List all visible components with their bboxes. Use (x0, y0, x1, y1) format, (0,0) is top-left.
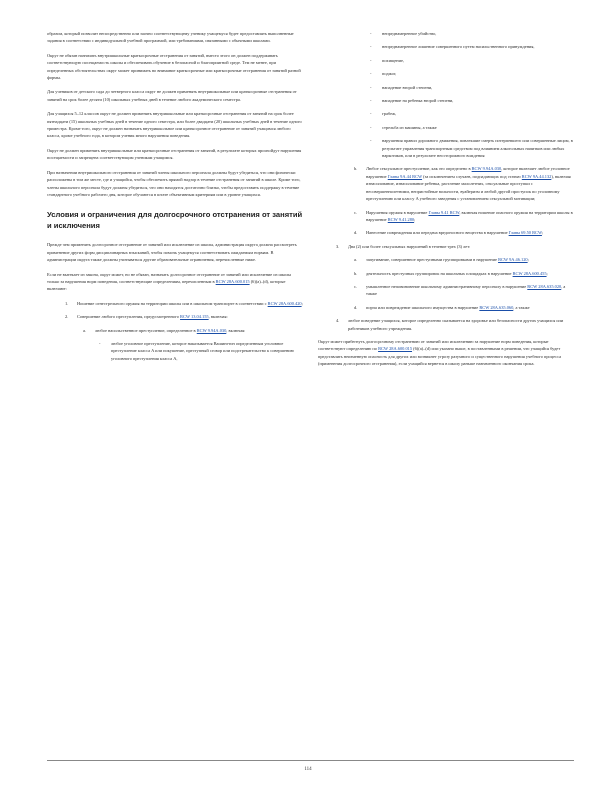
list-item-text (366, 304, 574, 311)
list-item (318, 209, 574, 224)
list-item (318, 110, 574, 117)
paragraph: образом, который позволит непосредственно или заочно соответствующему ученику учащемуся будет предоставлять выполненные задания в соответствии с индивидуальной учебной программой, или требованиями, связанными с обычными школами. (47, 31, 294, 44)
page-number: 114 (304, 767, 312, 772)
list-item (318, 70, 574, 77)
rcw-link[interactable]: RCW 28A.635.020 (527, 283, 562, 289)
list-item-text: нарушения правил дорожного движения, повлекшие смерть потерпевшего или совершенные лицом, в результате управления транспортным средством под влиянием алкогольных напитков или любых наркотиков, или в результате неосторожного вождения (382, 138, 573, 159)
rcw-link[interactable]: Главы 69.50 RCW (508, 230, 542, 236)
rcw-link[interactable]: RCW 28A.600.420 (267, 300, 302, 306)
paragraph (47, 169, 303, 199)
paragraph-text: При назначении внутришкольного отстранения от занятий члены школьного персонала должны будут убедиться, что они физически расположены в том же месте, где и учащийся, чтобы обеспечить прямой надзор в течение отстранения от занятий в школе. Кроме того, члены школьного персонала будут должны убедиться, что они находятся достаточно близко, чтобы предоставить поддержку в течение стандартного учебного рабочего дня, которое обучаются в штате (47, 169, 301, 197)
list-item-text (366, 165, 574, 202)
list-item-text (366, 229, 574, 236)
item-text: Нанесение повреждения или передача вредоносного вещества в нарушение (366, 230, 508, 236)
dash-marker: - (370, 44, 372, 50)
list-item-text: стрельба из машины, а также (382, 124, 437, 130)
item-tail: , включая: (226, 327, 246, 333)
list-item (318, 283, 574, 298)
list-item (318, 165, 574, 202)
list-item-text (77, 313, 303, 320)
list-item (318, 97, 574, 104)
list-item-text (77, 300, 303, 307)
list-marker: c. (354, 209, 358, 215)
item-tail: ; (541, 230, 544, 236)
item-text: , которое включает любое уголовное нарушение (366, 166, 570, 179)
list-marker: 3. (336, 243, 340, 249)
dash-marker: - (370, 31, 372, 36)
paragraph-text: (6)(a)–(d) или указано выше, в поставленными в решении, что учащийся будет представлять неизменную опасность для других или возникнет угрозу разумного и существенного нарушения учебного процесса (применения долгосрочного отстранения), если учащийся вернется в школу раньше назначенного окончания срока. (318, 346, 562, 367)
list-item (318, 43, 574, 50)
list-item (47, 300, 303, 307)
item-tail: ; (527, 257, 529, 263)
list-item (47, 340, 303, 362)
list-item-text: нападение на ребенка второй степени, (382, 98, 454, 104)
list-item-text: грабеж, (382, 111, 397, 117)
list-marker: b. (354, 270, 358, 276)
rcw-link[interactable]: RCW 9.41.280 (387, 216, 415, 222)
item-text: деятельность преступных группировок на школьных площадках в нарушение (366, 270, 512, 276)
list-item (318, 317, 574, 332)
right-column (318, 30, 574, 375)
list-item-text: любое поведение учащихся, которое определенно сказывается на здоровье или безопасности других учащихся или работников учебного учреждения. (348, 318, 564, 331)
item-text: ), включая изнасилование, изнасилование ребенка, растление малолетних, сексуальные проступки с несовершеннолетними, непристойные вольности, вуайеризм и любой другой проступок по уголовному преступлению или классу A учебного заведения с установлением сексуальной мотивации; (366, 173, 571, 202)
list-item (318, 270, 574, 277)
list-item (318, 84, 574, 91)
paragraph: Для учеников от детского сада до четвертого класса округ не должен применять внутришкольные или краткосрочные отстранения от занятий на срок более десяти (10) школьных учебных дней в течение любого академического семестра. (47, 89, 297, 102)
list-item (318, 57, 574, 64)
rcw-link[interactable]: RCW 28A.600.015 (378, 346, 413, 352)
rcw-link[interactable]: RCW 9A.46.120 (498, 257, 528, 263)
item-text: Ношение огнестрельного оружия на территории школы или в школьном транспорте в соответствии с (77, 300, 267, 306)
list-marker: a. (83, 327, 87, 333)
left-column (47, 30, 303, 368)
dash-marker: - (370, 124, 372, 130)
rcw-link[interactable]: RCW 28A.600.015 (215, 278, 250, 284)
rcw-link[interactable]: Главы 9A.44 RCW (387, 173, 423, 179)
list-item (318, 243, 574, 250)
list-item-text (366, 256, 574, 263)
footer-divider (47, 760, 574, 761)
list-item-text (366, 270, 574, 277)
rcw-link[interactable]: RCW 28A.600.455 (512, 270, 547, 276)
rcw-link[interactable]: RCW 9.94A.030 (196, 327, 227, 333)
dash-marker: - (370, 84, 372, 90)
list-marker: b. (354, 166, 358, 172)
dash-marker: - (370, 71, 372, 77)
list-marker: a. (354, 257, 358, 263)
list-item-text: непреднамеренное лишение совершенного путем насильственного принуждения, (382, 44, 535, 50)
rcw-link[interactable]: RCW 9.94A.030 (471, 166, 502, 172)
list-item-text (366, 283, 574, 298)
item-text: Нарушения оружия в нарушение (366, 209, 428, 215)
list-marker: 1. (65, 300, 69, 306)
rcw-link[interactable]: Главы 9.41 RCW (428, 209, 460, 215)
paragraph (47, 271, 303, 293)
list-marker: 2. (65, 314, 69, 320)
list-item-text (366, 209, 574, 224)
list-item-text: непреднамеренное убийство, (382, 31, 437, 36)
paragraph: Для учащихся 5–12 классов округ не должен применять внутришкольные или краткосрочные отстранения от занятий на срок более пятнадцати (15) школьных учебных дней в течение одного семестра, или более двадцати (20) школьных учебных дней в течение одного триместра. Кроме того, округ не должен назначать внутришкольное или краткосрочное отстранение от занятий учащимся любого класса, кроме учебного года, в котором ученик много нарушения поведения. (47, 111, 302, 139)
list-item-text (95, 327, 303, 334)
item-text: Любое сексуальное преступление, как это определено в (366, 166, 471, 172)
list-item (318, 304, 574, 311)
dash-marker: - (99, 340, 101, 346)
item-text: любое насильственное преступление, определенное в (95, 327, 196, 333)
item-tail: ; (414, 216, 416, 222)
paragraph-text: Округ может прибегнуть долгосрочному отстранению от занятий или исключению за нарушение норм поведения, которые соответствуют определению по (318, 338, 549, 352)
list-marker: d. (354, 230, 358, 236)
item-tail: , а также (513, 304, 530, 310)
dash-marker: - (370, 57, 372, 63)
list-item-text: похищение, (382, 57, 405, 63)
list-item-text: поджог, (382, 71, 397, 77)
item-tail: ; (301, 300, 303, 306)
list-item (47, 313, 303, 320)
list-item-text: нападение второй степени, (382, 84, 433, 90)
paragraph (318, 338, 574, 368)
item-tail: ; (546, 270, 548, 276)
list-item (318, 124, 574, 131)
list-item (318, 229, 574, 236)
rcw-link[interactable]: RCW 28A.635.060 (479, 304, 514, 310)
dash-marker: - (370, 138, 372, 144)
section-heading: Условия и ограничения для долгосрочного отстранения от занятий и исключения (47, 210, 303, 230)
list-item (318, 137, 574, 159)
rcw-link[interactable]: RCW 9A.44.132 (521, 173, 552, 179)
paragraph: Округ не обязан назначать внутришкольные краткосрочные отстранения от занятий, вместо этого он должен поддерживать соответствующую посещаемость школы и обеспечивать обучение в безопасной и благоприятной среде. Тем не менее, при определенных обстоятельствах округ может принимать во внимание краткосрочные или краткосрочные отстранения от занятий разной формы. (47, 52, 301, 81)
list-marker: d. (354, 304, 358, 310)
item-tail: , включая: (208, 314, 228, 320)
item-tail: , а также (366, 283, 566, 297)
paragraph: Прежде чем применить долгосрочное отстранение от занятий или исключение из школы, администрация округа должна рассмотреть применение других форм дисциплинарных взысканий, чтобы помочь учащемуся соответствовать ожидаемым нормам. В администрации округа также должны учитываться другие образовательные ограничения, перечисленные ниже. (47, 242, 297, 263)
item-text: запугивание, совершенное преступными группировками в нарушение (366, 257, 497, 263)
list-item (318, 30, 574, 37)
paragraph: Округ не должен применять внутришкольные или краткосрочные отстранения от занятий, в результате которых произойдут нарушения посещаемости и запрещена соответствующим ученикам учащимся. (47, 147, 302, 161)
paragraph-text: (6)(a)–(d), которые включают: (47, 278, 286, 292)
item-text: (за исключением случаев, подпадающих под статью (423, 173, 521, 179)
paragraph-text: Если не вытекает из закона, округ может, но не обязан, назначать долгосрочное отстранение от занятий или исключение из школы только за нарушения норм поведения, соответствующие определениям, перечисленным в (47, 271, 292, 284)
list-item (47, 327, 303, 334)
paragraph-text: объективным критериям или в уровне учащихся. (169, 191, 261, 197)
item-text: Совершение любого преступления, предусмотренного (77, 314, 179, 320)
list-item-text: Два (2) или более сексуальных нарушений в течение трех (3) лет: (348, 243, 471, 249)
item-text: умышленное неповиновение школьному административному персоналу в нарушение (366, 283, 527, 289)
list-marker: c. (354, 283, 358, 289)
list-item (318, 256, 574, 263)
item-text: порча или повреждение школьного имущества в нарушение (366, 304, 479, 310)
item-text: , включая ношение опасного оружия на территории школы в нарушение (366, 209, 573, 222)
rcw-link[interactable]: RCW 13.04.155 (180, 314, 209, 320)
dash-marker: - (370, 98, 372, 104)
list-item-text: любое уголовное преступление, которое наказывается Вашингтон определенным уголовное преступление класса A или покушение, преступный сговор или подстрекательство к совершению уголовного преступления класса A, (111, 340, 294, 361)
list-marker: 4. (336, 318, 340, 324)
dash-marker: - (370, 111, 372, 117)
